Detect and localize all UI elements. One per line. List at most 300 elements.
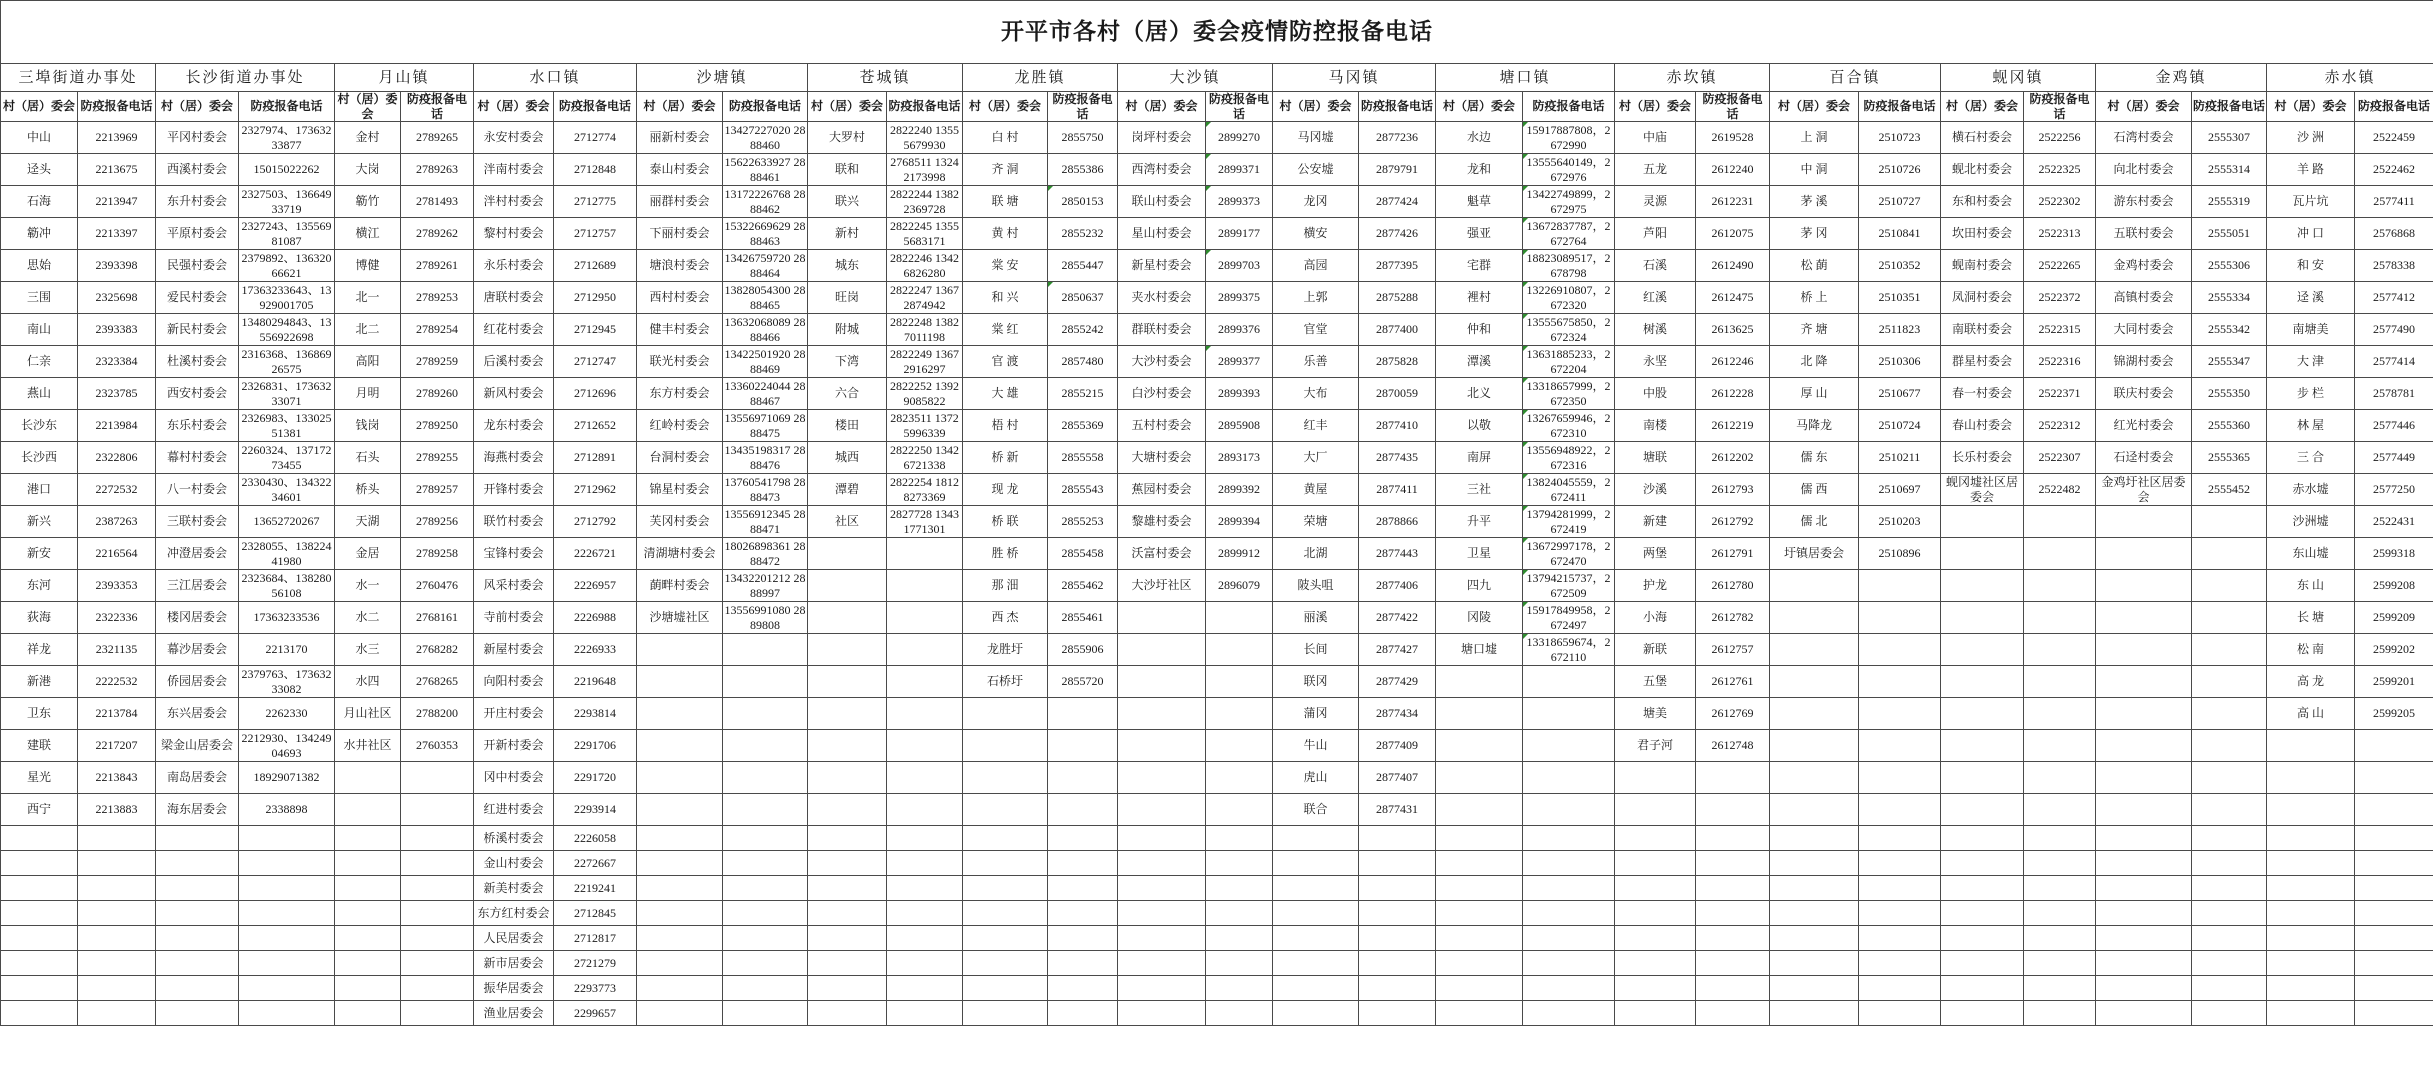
phone-cell — [1359, 901, 1436, 926]
phone-cell: 2855447 — [1048, 250, 1118, 282]
village-cell — [2267, 851, 2355, 876]
village-cell — [1770, 826, 1859, 851]
phone-cell: 2712775 — [554, 186, 637, 218]
phone-cell: 2522312 — [2024, 410, 2096, 442]
phone-cell: 2712757 — [554, 218, 637, 250]
phone-cell: 2599208 — [2355, 570, 2433, 602]
phone-cell — [401, 951, 474, 976]
phone-cell: 2599202 — [2355, 634, 2433, 666]
phone-cell — [887, 876, 963, 901]
village-cell: 东和村委会 — [1941, 186, 2024, 218]
village-cell: 健丰村委会 — [637, 314, 723, 346]
village-cell: 西安村委会 — [156, 378, 239, 410]
phone-cell: 2577449 — [2355, 442, 2433, 474]
phone-cell: 2293773 — [554, 976, 637, 1001]
village-cell — [335, 851, 401, 876]
village-cell — [1436, 762, 1523, 794]
village-cell: 群星村委会 — [1941, 346, 2024, 378]
village-cell: 东 山 — [2267, 570, 2355, 602]
village-cell: 月山社区 — [335, 698, 401, 730]
village-cell — [808, 1001, 887, 1026]
village-cell: 大同村委会 — [2096, 314, 2192, 346]
village-cell: 石迳村委会 — [2096, 442, 2192, 474]
phone-cell — [1048, 926, 1118, 951]
phone-cell — [239, 1001, 335, 1026]
phone-cell: 2522459 — [2355, 122, 2433, 154]
town-header: 长沙街道办事处 — [156, 64, 335, 92]
village-cell: 永乐村委会 — [474, 250, 554, 282]
village-cell: 大岗 — [335, 154, 401, 186]
village-cell — [1770, 876, 1859, 901]
village-cell: 升平 — [1436, 506, 1523, 538]
phone-cell: 15917849958，2672497 — [1523, 602, 1615, 634]
phone-cell: 2599209 — [2355, 602, 2433, 634]
village-cell: 清湖塘村委会 — [637, 538, 723, 570]
phone-cell: 2522265 — [2024, 250, 2096, 282]
village-cell: 桥溪村委会 — [474, 826, 554, 851]
phone-cell: 2328055、13822441980 — [239, 538, 335, 570]
village-cell: 金鸡圩社区居委会 — [2096, 474, 2192, 506]
phone-cell — [2024, 698, 2096, 730]
phone-cell — [1523, 951, 1615, 976]
village-cell: 春一村委会 — [1941, 378, 2024, 410]
phone-cell — [723, 698, 808, 730]
village-cell — [637, 698, 723, 730]
phone-cell — [887, 976, 963, 1001]
table-row — [1, 901, 2433, 926]
phone-cell: 2789258 — [401, 538, 474, 570]
village-cell — [1118, 698, 1206, 730]
village-cell: 社区 — [808, 506, 887, 538]
phone-cell: 2613625 — [1696, 314, 1770, 346]
phone-cell: 2555319 — [2192, 186, 2267, 218]
table-row — [1, 250, 2433, 282]
phone-cell: 2213675 — [78, 154, 156, 186]
village-cell: 水一 — [335, 570, 401, 602]
phone-cell: 2899393 — [1206, 378, 1273, 410]
phone-cell — [1048, 826, 1118, 851]
phone-cell: 2555347 — [2192, 346, 2267, 378]
village-cell — [1273, 826, 1359, 851]
village-cell — [2096, 762, 2192, 794]
village-cell: 马冈墟 — [1273, 122, 1359, 154]
village-cell — [963, 730, 1048, 762]
village-cell — [335, 876, 401, 901]
phone-cell: 2789254 — [401, 314, 474, 346]
phone-cell: 18929071382 — [239, 762, 335, 794]
village-cell — [1770, 926, 1859, 951]
village-cell: 蚬南村委会 — [1941, 250, 2024, 282]
village-cell — [1770, 794, 1859, 826]
phone-cell — [2355, 901, 2433, 926]
phone-cell — [78, 1001, 156, 1026]
village-column-header: 村（居）委会 — [1436, 92, 1523, 122]
phone-cell: 2788200 — [401, 698, 474, 730]
village-cell: 渔业居委会 — [474, 1001, 554, 1026]
phone-cell: 2612791 — [1696, 538, 1770, 570]
phone-cell: 2325698 — [78, 282, 156, 314]
village-cell: 中山 — [1, 122, 78, 154]
phone-cell: 2213883 — [78, 794, 156, 826]
village-cell: 新建 — [1615, 506, 1696, 538]
phone-cell — [887, 730, 963, 762]
phone-cell: 2612240 — [1696, 154, 1770, 186]
village-cell: 北 降 — [1770, 346, 1859, 378]
village-cell — [335, 926, 401, 951]
phone-cell: 2822254 18128273369 — [887, 474, 963, 506]
village-cell — [1118, 1001, 1206, 1026]
phone-cell — [1859, 901, 1941, 926]
phone-cell — [1523, 826, 1615, 851]
village-cell — [1436, 926, 1523, 951]
phone-cell: 2896079 — [1206, 570, 1273, 602]
village-cell: 金鸡村委会 — [2096, 250, 2192, 282]
phone-cell — [1523, 698, 1615, 730]
village-cell — [637, 926, 723, 951]
village-cell — [156, 951, 239, 976]
phone-cell: 2510896 — [1859, 538, 1941, 570]
phone-cell: 2612228 — [1696, 378, 1770, 410]
village-cell — [2096, 876, 2192, 901]
village-cell: 南联村委会 — [1941, 314, 2024, 346]
village-cell — [1273, 926, 1359, 951]
village-cell: 红花村委会 — [474, 314, 554, 346]
town-header: 月山镇 — [335, 64, 474, 92]
village-cell: 官堂 — [1273, 314, 1359, 346]
village-column-header: 村（居）委会 — [637, 92, 723, 122]
village-cell: 南楼 — [1615, 410, 1696, 442]
village-cell: 高 龙 — [2267, 666, 2355, 698]
table-row — [1, 762, 2433, 794]
phone-column-header: 防疫报备电话 — [239, 92, 335, 122]
phone-cell: 13556912345 2888471 — [724, 507, 806, 536]
village-cell — [1436, 901, 1523, 926]
village-cell — [1941, 851, 2024, 876]
village-cell — [335, 762, 401, 794]
phone-cell: 2855215 — [1048, 378, 1118, 410]
phone-cell: 2875828 — [1359, 346, 1436, 378]
phone-cell — [887, 570, 963, 602]
village-cell — [1941, 876, 2024, 901]
phone-cell: 2789255 — [401, 442, 474, 474]
village-cell — [963, 1001, 1048, 1026]
village-cell: 东河 — [1, 570, 78, 602]
village-cell — [1615, 901, 1696, 926]
village-cell: 圩镇居委会 — [1770, 538, 1859, 570]
phone-cell — [1048, 794, 1118, 826]
phone-cell: 13631885233，2672204 — [1523, 346, 1615, 378]
phone-cell: 2338898 — [239, 794, 335, 826]
phone-cell: 2522325 — [2024, 154, 2096, 186]
village-cell: 步 栏 — [2267, 378, 2355, 410]
town-header: 蚬冈镇 — [1941, 64, 2096, 92]
town-header: 赤坎镇 — [1615, 64, 1770, 92]
town-header: 塘口镇 — [1436, 64, 1615, 92]
village-cell: 东乐村委会 — [156, 410, 239, 442]
phone-cell: 2291706 — [554, 730, 637, 762]
village-cell: 旺岗 — [808, 282, 887, 314]
village-cell: 牛山 — [1273, 730, 1359, 762]
village-cell: 五龙 — [1615, 154, 1696, 186]
phone-cell: 2522307 — [2024, 442, 2096, 474]
village-cell — [808, 826, 887, 851]
village-cell: 以敬 — [1436, 410, 1523, 442]
phone-cell: 2822246 13426826280 — [887, 250, 963, 282]
phone-cell: 2789259 — [401, 346, 474, 378]
village-cell — [808, 951, 887, 976]
phone-cell: 2899375 — [1206, 282, 1273, 314]
town-header: 马冈镇 — [1273, 64, 1436, 92]
phone-cell — [887, 666, 963, 698]
phone-cell: 2555452 — [2192, 474, 2267, 506]
village-cell: 黎村村委会 — [474, 218, 554, 250]
phone-cell — [401, 1001, 474, 1026]
table-row — [1, 794, 2433, 826]
village-cell: 月明 — [335, 378, 401, 410]
village-cell: 坎田村委会 — [1941, 218, 2024, 250]
village-cell — [637, 851, 723, 876]
village-cell — [156, 926, 239, 951]
phone-cell: 2899703 — [1206, 250, 1273, 282]
village-cell — [808, 794, 887, 826]
village-cell: 西宁 — [1, 794, 78, 826]
phone-cell: 13555640149，2672976 — [1523, 154, 1615, 186]
phone-cell: 2877429 — [1359, 666, 1436, 698]
phone-cell: 2522371 — [2024, 378, 2096, 410]
village-cell: 中股 — [1615, 378, 1696, 410]
phone-cell: 2877435 — [1359, 442, 1436, 474]
village-cell: 潭溪 — [1436, 346, 1523, 378]
village-cell — [1118, 876, 1206, 901]
phone-column-header: 防疫报备电话 — [723, 92, 808, 122]
phone-cell: 2768265 — [401, 666, 474, 698]
phone-cell — [1206, 698, 1273, 730]
phone-cell — [1859, 826, 1941, 851]
phone-cell: 2213984 — [78, 410, 156, 442]
phone-cell: 2822250 13426721338 — [887, 442, 963, 474]
phone-cell: 15622633927 2888461 — [724, 155, 806, 184]
village-cell: 蕉园村委会 — [1118, 474, 1206, 506]
phone-cell: 2768511 13242173998 — [887, 154, 963, 186]
village-cell: 丽溪 — [1273, 602, 1359, 634]
village-cell: 泰山村委会 — [637, 154, 723, 186]
village-cell — [156, 1001, 239, 1026]
phone-cell: 2855386 — [1048, 154, 1118, 186]
village-cell: 民强村委会 — [156, 250, 239, 282]
phone-cell: 13555675850，2672324 — [1523, 314, 1615, 346]
village-cell: 马降龙 — [1770, 410, 1859, 442]
phone-cell: 2599205 — [2355, 698, 2433, 730]
phone-cell: 2578781 — [2355, 378, 2433, 410]
village-cell — [1770, 951, 1859, 976]
phone-cell — [401, 976, 474, 1001]
village-cell: 儒 北 — [1770, 506, 1859, 538]
phone-cell: 2379763、17363233082 — [239, 666, 335, 698]
phone-cell — [78, 926, 156, 951]
village-cell: 附城 — [808, 314, 887, 346]
phone-cell: 13794215737，2672509 — [1523, 570, 1615, 602]
village-cell: 水二 — [335, 602, 401, 634]
phone-cell — [1859, 730, 1941, 762]
village-cell: 簕竹 — [335, 186, 401, 218]
phone-cell — [239, 851, 335, 876]
table-row — [1, 634, 2433, 666]
table-row — [1, 570, 2433, 602]
village-cell: 蚬冈墟社区居委会 — [1941, 474, 2024, 506]
phone-cell: 2712747 — [554, 346, 637, 378]
phone-cell — [1206, 926, 1273, 951]
phone-cell — [1359, 926, 1436, 951]
village-cell — [1770, 730, 1859, 762]
village-cell — [2096, 951, 2192, 976]
village-cell: 岗坪村委会 — [1118, 122, 1206, 154]
village-cell — [637, 634, 723, 666]
table-row — [1, 154, 2433, 186]
phone-cell: 2555342 — [2192, 314, 2267, 346]
phone-cell: 13794281999，2672419 — [1523, 506, 1615, 538]
village-cell — [808, 901, 887, 926]
table-row — [1, 378, 2433, 410]
village-cell: 儒 西 — [1770, 474, 1859, 506]
village-cell: 金山村委会 — [474, 851, 554, 876]
phone-cell: 2789253 — [401, 282, 474, 314]
table-row — [1, 122, 2433, 154]
phone-column-header: 防疫报备电话 — [1523, 92, 1615, 122]
village-cell: 振华居委会 — [474, 976, 554, 1001]
village-cell: 上 洞 — [1770, 122, 1859, 154]
village-cell — [335, 901, 401, 926]
village-cell: 联 塘 — [963, 186, 1048, 218]
table-row — [1, 186, 2433, 218]
phone-cell — [1048, 698, 1118, 730]
phone-cell — [1206, 762, 1273, 794]
village-cell — [637, 666, 723, 698]
phone-cell: 2260324、13717273455 — [239, 442, 335, 474]
village-cell: 新星村委会 — [1118, 250, 1206, 282]
phone-cell — [1359, 851, 1436, 876]
phone-cell — [1048, 1001, 1118, 1026]
village-cell — [2096, 602, 2192, 634]
town-header: 苍城镇 — [808, 64, 963, 92]
town-header: 大沙镇 — [1118, 64, 1273, 92]
phone-cell: 2217207 — [78, 730, 156, 762]
phone-cell — [1206, 876, 1273, 901]
village-cell: 平冈村委会 — [156, 122, 239, 154]
phone-cell — [401, 901, 474, 926]
phone-cell: 2612780 — [1696, 570, 1770, 602]
village-cell: 乐善 — [1273, 346, 1359, 378]
village-cell — [1436, 794, 1523, 826]
phone-cell — [723, 1001, 808, 1026]
phone-cell: 13556991080 2889808 — [724, 603, 806, 632]
village-cell: 齐 塘 — [1770, 314, 1859, 346]
village-cell: 楼冈居委会 — [156, 602, 239, 634]
village-cell: 五联村委会 — [2096, 218, 2192, 250]
phone-cell: 2577414 — [2355, 346, 2433, 378]
village-cell — [2096, 570, 2192, 602]
phone-cell — [1206, 901, 1273, 926]
village-cell: 思始 — [1, 250, 78, 282]
phone-cell — [2192, 570, 2267, 602]
phone-cell — [723, 876, 808, 901]
phone-cell — [1048, 901, 1118, 926]
village-cell — [1118, 851, 1206, 876]
phone-cell — [239, 876, 335, 901]
village-cell: 蓢畔村委会 — [637, 570, 723, 602]
village-cell — [1436, 951, 1523, 976]
village-cell: 锦湖村委会 — [2096, 346, 2192, 378]
phone-column-header: 防疫报备电话 — [2192, 92, 2267, 122]
village-cell — [1436, 698, 1523, 730]
village-cell: 松 南 — [2267, 634, 2355, 666]
table-row — [1, 926, 2433, 951]
phone-cell: 2576868 — [2355, 218, 2433, 250]
village-cell: 博健 — [335, 250, 401, 282]
village-cell: 官 渡 — [963, 346, 1048, 378]
village-cell: 桥头 — [335, 474, 401, 506]
village-cell — [963, 698, 1048, 730]
phone-cell — [1523, 901, 1615, 926]
village-cell: 联兴 — [808, 186, 887, 218]
phone-cell: 2323384 — [78, 346, 156, 378]
phone-cell: 2822248 13827011198 — [887, 314, 963, 346]
phone-cell — [2024, 762, 2096, 794]
village-cell: 两堡 — [1615, 538, 1696, 570]
village-cell — [335, 794, 401, 826]
village-cell — [1118, 926, 1206, 951]
phone-cell: 13824045559，2672411 — [1523, 474, 1615, 506]
phone-cell — [401, 794, 474, 826]
phone-cell — [2024, 666, 2096, 698]
phone-cell: 2555307 — [2192, 122, 2267, 154]
phone-cell: 2827728 13431771301 — [887, 506, 963, 538]
table-row — [1, 826, 2433, 851]
village-cell — [156, 901, 239, 926]
phone-cell — [2024, 602, 2096, 634]
village-column-header: 村（居）委会 — [1770, 92, 1859, 122]
village-cell — [1941, 538, 2024, 570]
village-cell — [2267, 976, 2355, 1001]
village-cell: 上郭 — [1273, 282, 1359, 314]
village-cell — [1118, 951, 1206, 976]
phone-cell — [1359, 1001, 1436, 1026]
village-cell — [2267, 762, 2355, 794]
village-cell: 黎雄村委会 — [1118, 506, 1206, 538]
village-cell — [963, 876, 1048, 901]
table-row — [1, 538, 2433, 570]
village-cell: 宝锋村委会 — [474, 538, 554, 570]
village-cell: 南屏 — [1436, 442, 1523, 474]
phone-cell: 2555051 — [2192, 218, 2267, 250]
phone-cell — [1206, 951, 1273, 976]
phone-cell — [1696, 762, 1770, 794]
phone-cell: 17363233536 — [239, 602, 335, 634]
village-cell — [637, 826, 723, 851]
phone-cell: 2822244 13822369728 — [887, 186, 963, 218]
phone-cell: 2789263 — [401, 154, 474, 186]
village-cell — [2096, 1001, 2192, 1026]
phone-cell — [2024, 976, 2096, 1001]
phone-cell: 17363233643、13929001705 — [239, 282, 335, 314]
village-cell: 水三 — [335, 634, 401, 666]
village-cell: 爱民村委会 — [156, 282, 239, 314]
village-cell: 燕山 — [1, 378, 78, 410]
village-cell: 新风村委会 — [474, 378, 554, 410]
village-cell: 陂头咀 — [1273, 570, 1359, 602]
phone-cell — [1359, 951, 1436, 976]
phone-cell — [78, 851, 156, 876]
village-cell: 星光 — [1, 762, 78, 794]
